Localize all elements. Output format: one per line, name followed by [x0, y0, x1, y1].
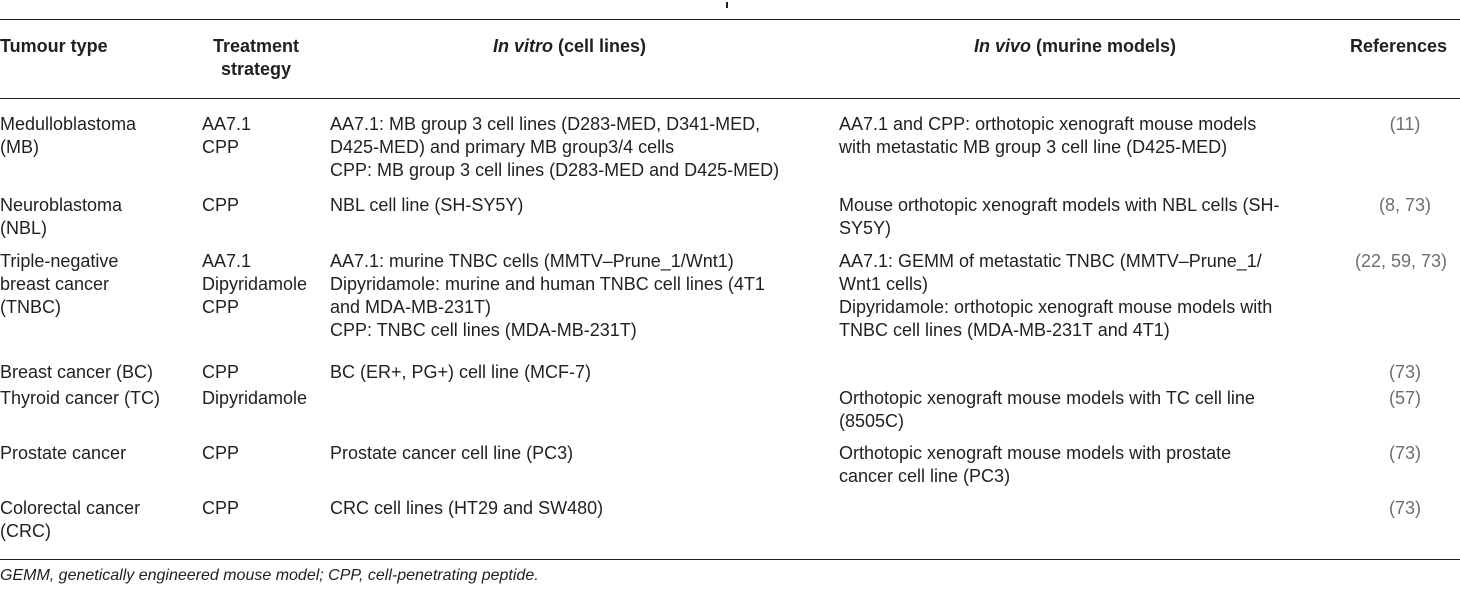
row-tc-treatment: Dipyridamole — [202, 388, 308, 408]
row-prostate-in-vivo: Orthotopic xenograft mouse models with prostate cancer cell line (PC3) — [839, 443, 1232, 486]
row-crc-treatment: CPP — [202, 498, 240, 518]
header-tumour-type: Tumour type — [0, 36, 108, 56]
table-footnote: GEMM, genetically engineered mouse model; CPP, cell-penetrating peptide. — [0, 567, 539, 584]
row-tnbc-treatment: AA7.1 Dipyridamole CPP — [202, 251, 308, 317]
row-mb-treatment: AA7.1 CPP — [202, 114, 252, 157]
table-bottom-rule — [0, 559, 1460, 560]
row-mb-in-vivo: AA7.1 and CPP: orthotopic xenograft mouse models with metastatic MB group 3 cell line (D425-MED) — [839, 114, 1257, 157]
row-nbl-treatment: CPP — [202, 195, 240, 215]
row-tc-tumour: Thyroid cancer (TC) — [0, 388, 161, 408]
row-tnbc-references: (22, 59, 73) — [1354, 251, 1448, 271]
page-marker — [726, 2, 728, 8]
header-in-vitro: In vitro (cell lines) — [493, 36, 647, 56]
row-bc-tumour: Breast cancer (BC) — [0, 362, 154, 382]
header-in-vivo: In vivo (murine models) — [974, 36, 1177, 56]
row-mb-tumour: Medulloblastoma (MB) — [0, 114, 137, 157]
row-prostate-treatment: CPP — [202, 443, 240, 463]
row-nbl-tumour: Neuroblastoma (NBL) — [0, 195, 123, 238]
row-mb-references: (11) — [1389, 114, 1421, 134]
row-tnbc-tumour: Triple-negative breast cancer (TNBC) — [0, 251, 119, 317]
row-mb-in-vitro: AA7.1: MB group 3 cell lines (D283-MED, D341-MED, D425-MED) and primary MB group3/4 cells CPP: MB group 3 cell lines (D283-MED and D425-MED) — [330, 114, 780, 180]
header-treatment-strategy: Treatment strategy — [212, 36, 300, 79]
table-top-rule — [0, 19, 1460, 20]
row-prostate-tumour: Prostate cancer — [0, 443, 127, 463]
row-crc-in-vitro: CRC cell lines (HT29 and SW480) — [330, 498, 604, 518]
row-tnbc-in-vivo: AA7.1: GEMM of metastatic TNBC (MMTV–Prune_1/ Wnt1 cells) Dipyridamole: orthotopic xenograft mouse models with TNBC cell lines (MDA-MB-231T and 4T1) — [839, 251, 1273, 340]
row-crc-tumour: Colorectal cancer (CRC) — [0, 498, 141, 541]
row-tc-in-vivo: Orthotopic xenograft mouse models with TC cell line (8505C) — [839, 388, 1255, 431]
header-rule — [0, 98, 1460, 99]
row-nbl-references: (8, 73) — [1378, 195, 1432, 215]
row-tnbc-in-vitro: AA7.1: murine TNBC cells (MMTV–Prune_1/Wnt1) Dipyridamole: murine and human TNBC cell lines (4T1 and MDA-MB-231T) CPP: TNBC cell lines (MDA-MB-231T) — [330, 251, 765, 340]
row-prostate-references: (73) — [1388, 443, 1421, 463]
row-tc-references: (57) — [1388, 388, 1421, 408]
row-prostate-in-vitro: Prostate cancer cell line (PC3) — [330, 443, 574, 463]
row-nbl-in-vitro: NBL cell line (SH-SY5Y) — [330, 195, 524, 215]
row-bc-references: (73) — [1388, 362, 1421, 382]
header-references: References — [1350, 36, 1448, 56]
row-nbl-in-vivo: Mouse orthotopic xenograft models with NBL cells (SH- SY5Y) — [839, 195, 1280, 238]
row-bc-treatment: CPP — [202, 362, 240, 382]
row-bc-in-vitro: BC (ER+, PG+) cell line (MCF-7) — [330, 362, 592, 382]
row-crc-references: (73) — [1388, 498, 1421, 518]
